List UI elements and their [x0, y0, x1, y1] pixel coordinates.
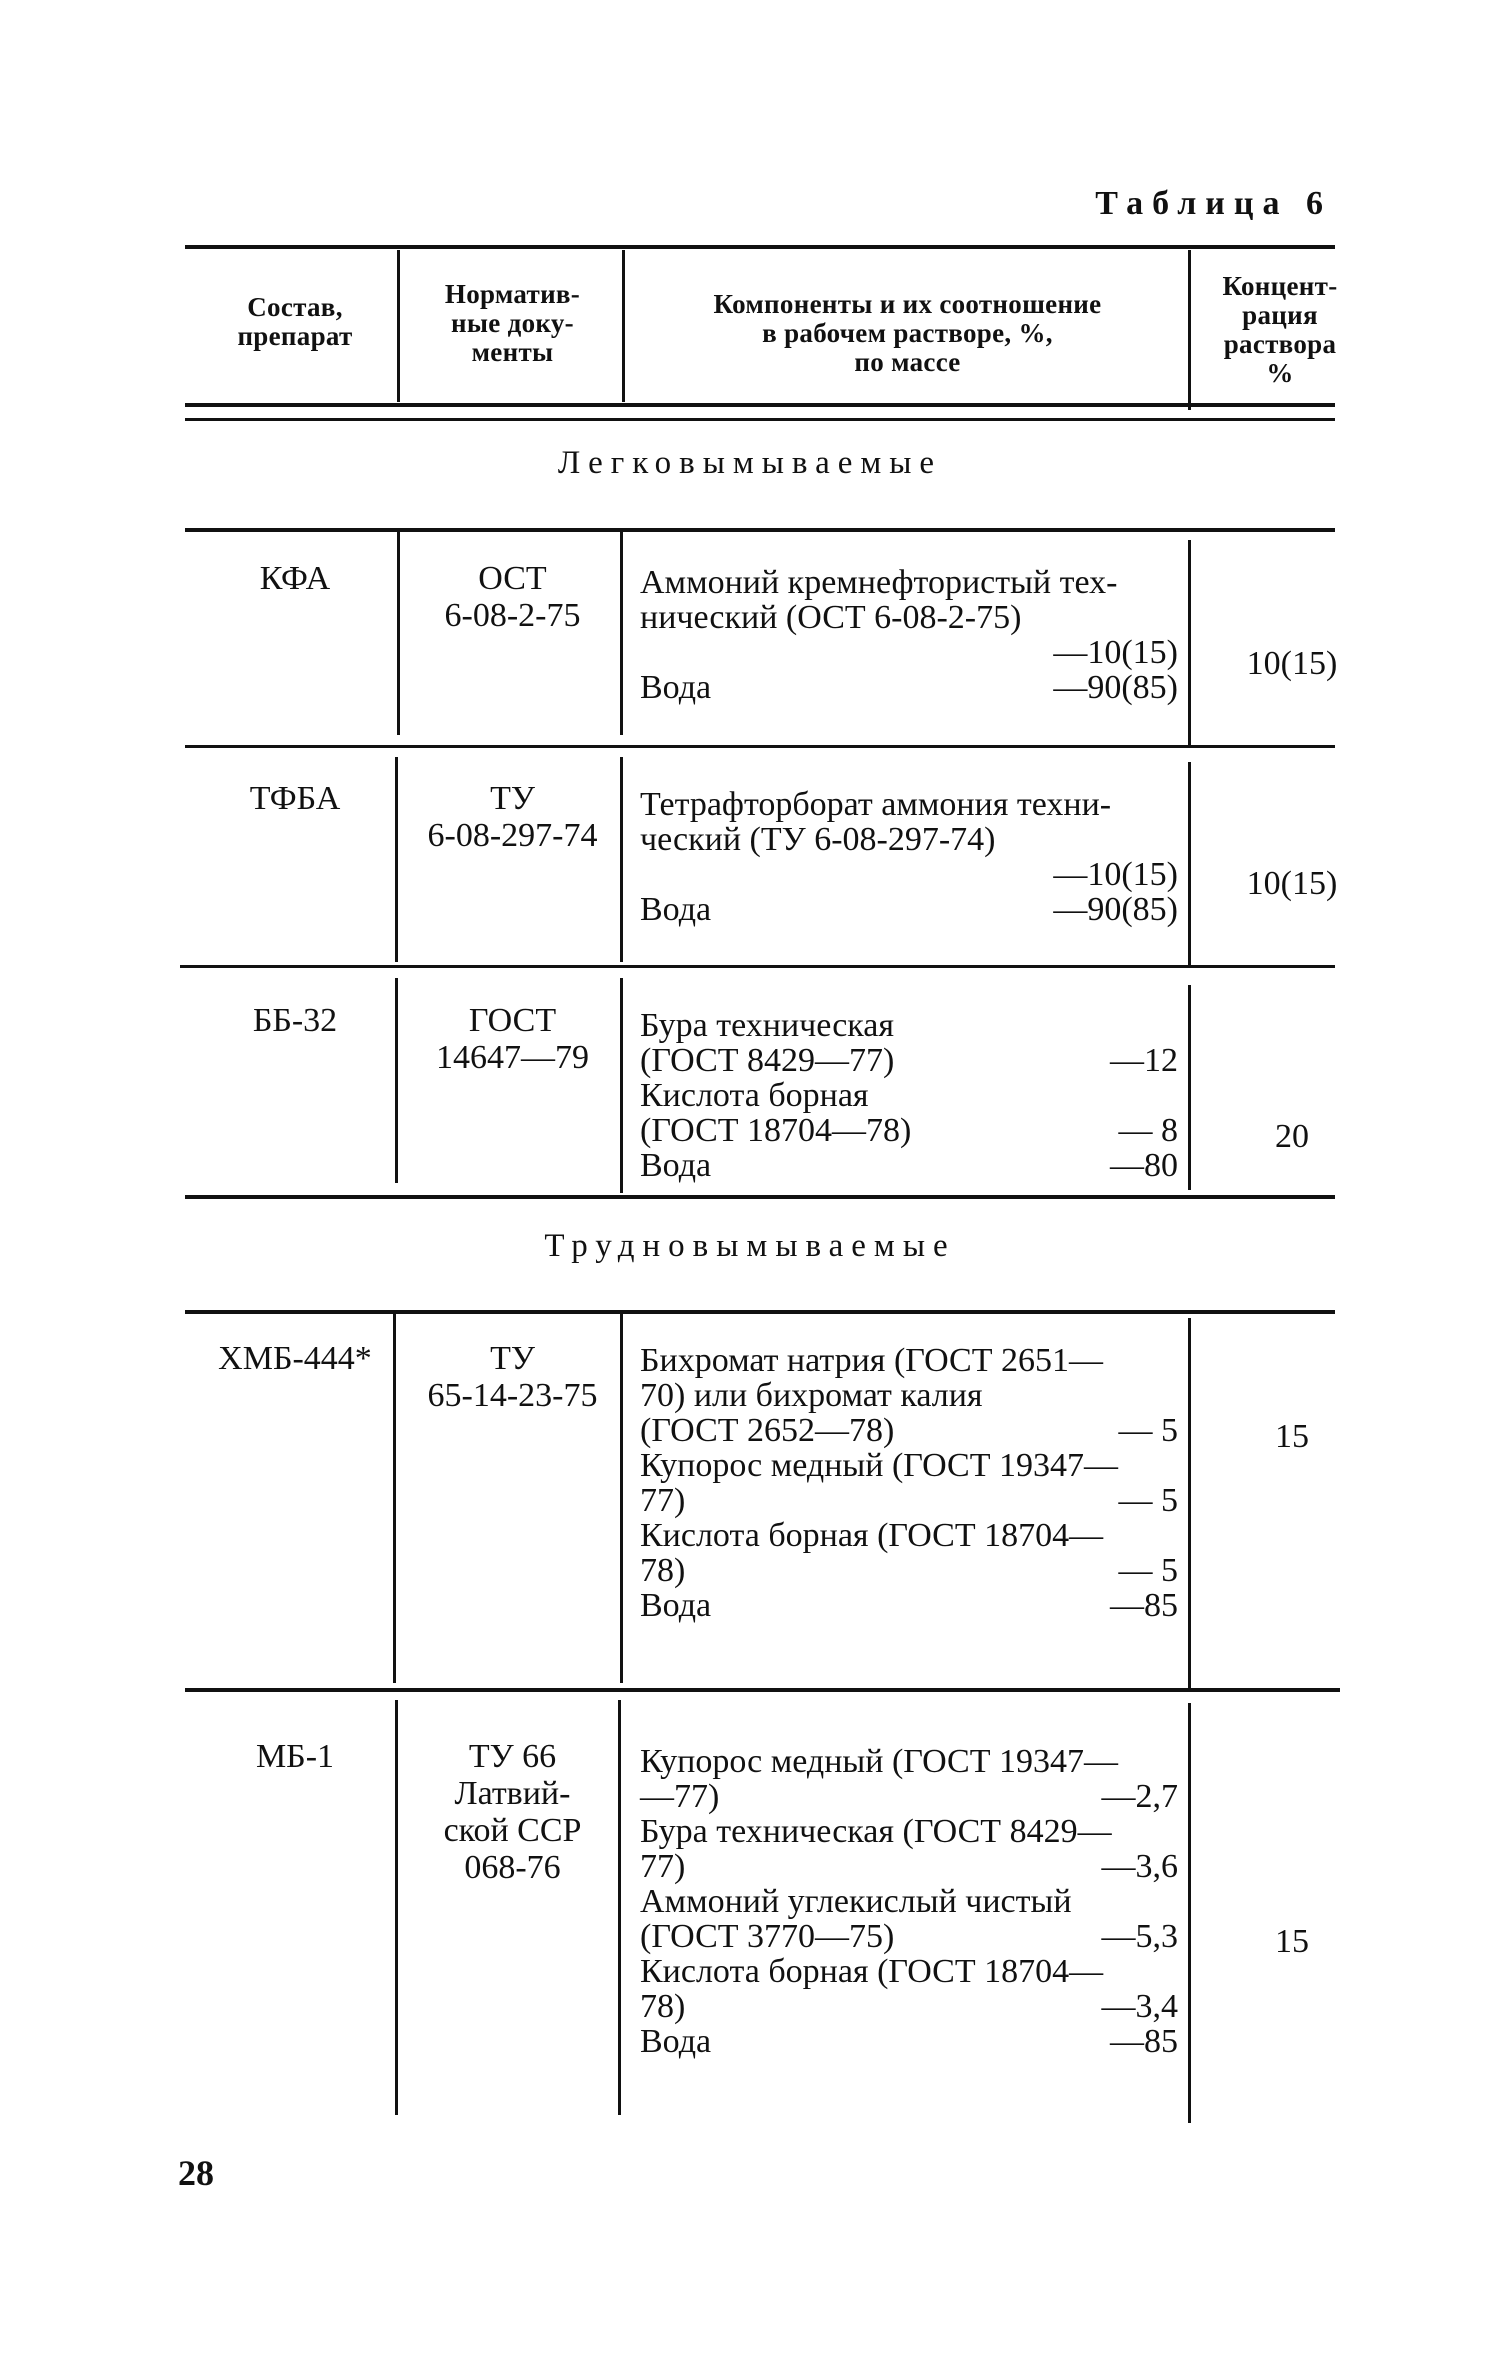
row-doc-mb1: ТУ 66 Латвий- ской ССР 068-76	[443, 1738, 582, 1886]
header-components: Компоненты и их соотношение в рабочем растворе, %, по массе	[713, 289, 1102, 377]
header-concentration: Концент- рация раствора %	[1222, 271, 1338, 388]
row-components-hmb444: Бихромат натрия (ГОСТ 2651— 70) или бихромат калия (ГОСТ 2652—78) — 5 Купорос медный (ГОСТ 19347— 77) — 5 Кислота борная (ГОСТ 18704— 78) — 5 Вода —85	[640, 1342, 1178, 1624]
row-rule-kfa	[185, 745, 1335, 748]
row-components-mb1: Купорос медный (ГОСТ 19347— —77) —2,7 Бура техническая (ГОСТ 8429— 77) —3,6 Аммоний углекислый чистый (ГОСТ 3770—75) —5,3 Кислота борная (ГОСТ 18704— 78) —3,4 Вода —85	[640, 1743, 1178, 2060]
header-top-rule	[185, 245, 1335, 249]
vr-s2-d	[395, 1700, 398, 2115]
row-name-kfa: КФА	[259, 560, 331, 597]
section-1-bottom-rule	[185, 1195, 1335, 1199]
header-col-divider-1	[397, 250, 400, 402]
vr-s2-f	[1188, 1703, 1191, 2123]
row-components-kfa: Аммоний кремнефтористый тех- нический (ОСТ 6-08-2-75) —10(15) Вода —90(85)	[640, 564, 1178, 706]
row-doc-kfa: ОСТ 6-08-2-75	[444, 560, 581, 634]
row-name-mb1: МБ-1	[255, 1738, 335, 1775]
vr-s1-c	[1188, 540, 1191, 745]
section-2-top-rule	[185, 1310, 1335, 1314]
vr-s1-h	[620, 978, 623, 1193]
row-components-tfba: Тетрафторборат аммония техни- ческий (ТУ 6-08-297-74) —10(15) Вода —90(85)	[640, 786, 1178, 928]
row-name-bb32: ББ-32	[252, 1002, 338, 1039]
row-doc-bb32: ГОСТ 14647—79	[436, 1002, 589, 1076]
row-rule-tfba	[180, 965, 1335, 968]
header-bottom-rule	[185, 403, 1335, 407]
row-rule-hmb	[185, 1688, 1340, 1692]
row-components-bb32: Бура техническая (ГОСТ 8429—77) —12 Кислота борная (ГОСТ 18704—78) — 8 Вода —80	[640, 1007, 1178, 1184]
header-composition: Состав, препарат	[237, 292, 353, 351]
header-documents: Норматив- ные доку- менты	[444, 279, 581, 367]
header-col-divider-2	[622, 250, 625, 402]
section-title-2: Трудновымываемые	[544, 1228, 956, 1264]
header-col-divider-3	[1188, 250, 1191, 410]
vr-s2-b	[620, 1313, 623, 1683]
vr-s1-i	[1188, 985, 1191, 1190]
row-name-hmb444: ХМБ-444*	[218, 1340, 372, 1377]
row-concentration-kfa: 10(15)	[1246, 645, 1338, 682]
vr-s1-a	[397, 530, 400, 735]
row-concentration-tfba: 10(15)	[1246, 865, 1338, 902]
section-1-top-rule	[185, 528, 1335, 532]
row-name-tfba: ТФБА	[249, 780, 341, 817]
row-concentration-mb1: 15	[1275, 1923, 1309, 1960]
section-title-1: Легковымываемые	[557, 445, 943, 481]
row-doc-hmb444: ТУ 65-14-23-75	[427, 1340, 598, 1414]
header-bottom-rule-2	[185, 418, 1335, 421]
page-number: 28	[178, 2153, 214, 2193]
vr-s2-c	[1188, 1318, 1191, 1688]
vr-s1-b	[620, 530, 623, 735]
row-doc-tfba: ТУ 6-08-297-74	[427, 780, 598, 854]
vr-s1-f	[1188, 762, 1191, 967]
vr-s1-g	[395, 978, 398, 1183]
vr-s1-d	[395, 757, 398, 962]
table-caption: Таблица 6	[1095, 185, 1332, 222]
vr-s1-e	[620, 757, 623, 962]
row-concentration-bb32: 20	[1275, 1118, 1309, 1155]
row-concentration-hmb444: 15	[1275, 1418, 1309, 1455]
